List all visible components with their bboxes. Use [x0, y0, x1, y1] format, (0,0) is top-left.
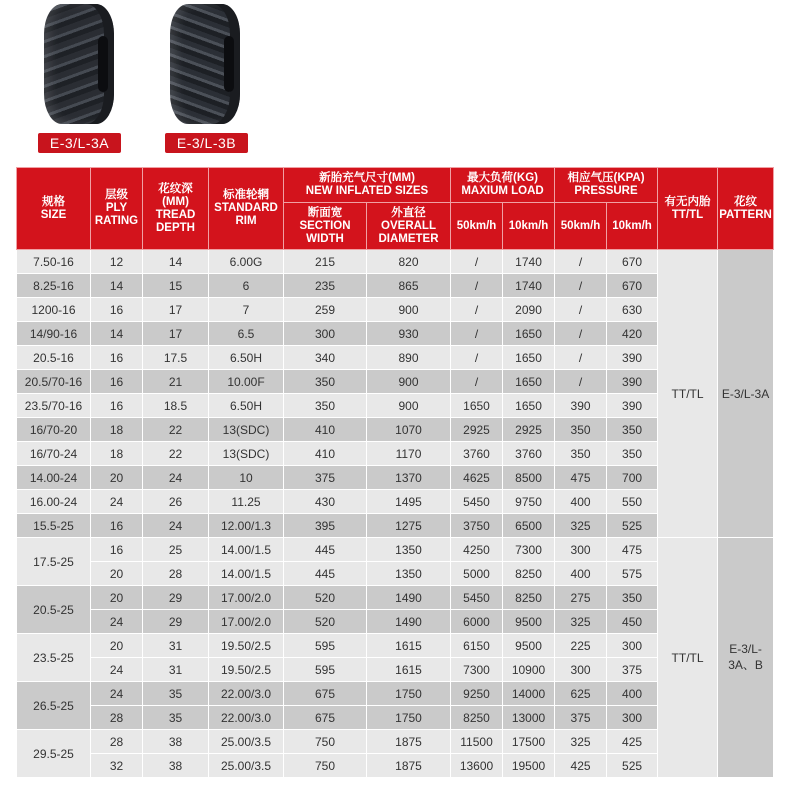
size-cell: 26.5-25 [17, 682, 91, 730]
tread-cell: 24 [143, 466, 209, 490]
press50-cell: 475 [555, 466, 607, 490]
press50-cell: 225 [555, 634, 607, 658]
tread-cell: 24 [143, 514, 209, 538]
overall-cell: 1875 [367, 754, 451, 778]
load50-cell: 3750 [451, 514, 503, 538]
rim-cell: 6.50H [209, 346, 284, 370]
press50-cell: 350 [555, 442, 607, 466]
rim-cell: 14.00/1.5 [209, 562, 284, 586]
tread-cell: 17 [143, 298, 209, 322]
tire-e3-l3b-image [170, 4, 240, 124]
rim-cell: 6 [209, 274, 284, 298]
rim-cell: 25.00/3.5 [209, 754, 284, 778]
overall-cell: 900 [367, 394, 451, 418]
load50-cell: 2925 [451, 418, 503, 442]
overall-cell: 1750 [367, 706, 451, 730]
section-cell: 340 [284, 346, 367, 370]
tread-cell: 31 [143, 658, 209, 682]
header-max-load: 最大负荷(KG) MAXIUM LOAD [451, 168, 555, 203]
header-pattern: 花纹 PATTERN [718, 168, 774, 250]
overall-cell: 1490 [367, 586, 451, 610]
press50-cell: 350 [555, 418, 607, 442]
tread-cell: 15 [143, 274, 209, 298]
ply-cell: 16 [91, 370, 143, 394]
tread-cell: 22 [143, 418, 209, 442]
size-cell: 23.5/70-16 [17, 394, 91, 418]
tread-cell: 35 [143, 682, 209, 706]
ply-cell: 16 [91, 514, 143, 538]
load50-cell: 8250 [451, 706, 503, 730]
press50-cell: 425 [555, 754, 607, 778]
rim-cell: 7 [209, 298, 284, 322]
product-label-e3-l3b: E-3/L-3B [165, 133, 248, 153]
rim-cell: 14.00/1.5 [209, 538, 284, 562]
load10-cell: 9500 [503, 634, 555, 658]
load10-cell: 1650 [503, 394, 555, 418]
section-cell: 675 [284, 682, 367, 706]
tread-cell: 35 [143, 706, 209, 730]
ply-cell: 14 [91, 322, 143, 346]
ply-cell: 16 [91, 538, 143, 562]
table-body [17, 250, 774, 778]
section-cell: 520 [284, 610, 367, 634]
size-cell: 16.00-24 [17, 490, 91, 514]
tread-cell: 17 [143, 322, 209, 346]
tread-cell: 17.5 [143, 346, 209, 370]
press50-cell: 625 [555, 682, 607, 706]
size-cell: 7.50-16 [17, 250, 91, 274]
tttl-cell: TT/TL [658, 250, 718, 538]
section-cell: 215 [284, 250, 367, 274]
section-cell: 410 [284, 418, 367, 442]
load10-cell: 13000 [503, 706, 555, 730]
section-cell: 300 [284, 322, 367, 346]
tread-cell: 38 [143, 754, 209, 778]
ply-cell: 20 [91, 634, 143, 658]
size-cell: 15.5-25 [17, 514, 91, 538]
table-header [17, 168, 774, 250]
press50-cell: / [555, 298, 607, 322]
tread-cell: 14 [143, 250, 209, 274]
press10-cell: 300 [607, 706, 658, 730]
rim-cell: 11.25 [209, 490, 284, 514]
press10-cell: 670 [607, 250, 658, 274]
press10-cell: 575 [607, 562, 658, 586]
section-cell: 410 [284, 442, 367, 466]
header-pressure: 相应气压(KPA) PRESSURE [555, 168, 658, 203]
header-inflated-sizes: 新胎充气尺寸(MM) NEW INFLATED SIZES [284, 168, 451, 203]
load50-cell: 4250 [451, 538, 503, 562]
overall-cell: 1875 [367, 730, 451, 754]
load50-cell: / [451, 250, 503, 274]
overall-cell: 1750 [367, 682, 451, 706]
load10-cell: 1650 [503, 370, 555, 394]
rim-cell: 13(SDC) [209, 442, 284, 466]
section-cell: 395 [284, 514, 367, 538]
press50-cell: 375 [555, 706, 607, 730]
load50-cell: 4625 [451, 466, 503, 490]
press10-cell: 300 [607, 634, 658, 658]
section-cell: 445 [284, 562, 367, 586]
section-cell: 350 [284, 394, 367, 418]
section-cell: 595 [284, 634, 367, 658]
rim-cell: 6.5 [209, 322, 284, 346]
load50-cell: 5450 [451, 586, 503, 610]
size-cell: 29.5-25 [17, 730, 91, 778]
ply-cell: 28 [91, 730, 143, 754]
overall-cell: 1350 [367, 538, 451, 562]
press10-cell: 350 [607, 418, 658, 442]
overall-cell: 1615 [367, 658, 451, 682]
size-cell: 16/70-20 [17, 418, 91, 442]
ply-cell: 20 [91, 562, 143, 586]
section-cell: 350 [284, 370, 367, 394]
product-label-e3-l3a: E-3/L-3A [38, 133, 121, 153]
rim-cell: 22.00/3.0 [209, 682, 284, 706]
tread-cell: 22 [143, 442, 209, 466]
press10-cell: 525 [607, 514, 658, 538]
press10-cell: 525 [607, 754, 658, 778]
rim-cell: 6.50H [209, 394, 284, 418]
press50-cell: / [555, 346, 607, 370]
press10-cell: 450 [607, 610, 658, 634]
press10-cell: 350 [607, 442, 658, 466]
section-cell: 595 [284, 658, 367, 682]
overall-cell: 820 [367, 250, 451, 274]
section-cell: 430 [284, 490, 367, 514]
ply-cell: 16 [91, 394, 143, 418]
load50-cell: 1650 [451, 394, 503, 418]
rim-cell: 25.00/3.5 [209, 730, 284, 754]
load50-cell: 5000 [451, 562, 503, 586]
load50-cell: 13600 [451, 754, 503, 778]
press50-cell: 300 [555, 538, 607, 562]
load10-cell: 10900 [503, 658, 555, 682]
load10-cell: 8250 [503, 562, 555, 586]
ply-cell: 18 [91, 442, 143, 466]
overall-cell: 1275 [367, 514, 451, 538]
overall-cell: 1495 [367, 490, 451, 514]
section-cell: 675 [284, 706, 367, 730]
ply-cell: 28 [91, 706, 143, 730]
size-cell: 20.5-16 [17, 346, 91, 370]
header-load-10: 10km/h [503, 203, 555, 250]
table-row [17, 250, 774, 274]
size-cell: 17.5-25 [17, 538, 91, 586]
load10-cell: 8250 [503, 586, 555, 610]
overall-cell: 1170 [367, 442, 451, 466]
rim-cell: 17.00/2.0 [209, 586, 284, 610]
rim-cell: 10 [209, 466, 284, 490]
rim-cell: 22.00/3.0 [209, 706, 284, 730]
press10-cell: 390 [607, 346, 658, 370]
section-cell: 445 [284, 538, 367, 562]
overall-cell: 930 [367, 322, 451, 346]
ply-cell: 20 [91, 466, 143, 490]
ply-cell: 18 [91, 418, 143, 442]
rim-cell: 19.50/2.5 [209, 634, 284, 658]
ply-cell: 24 [91, 490, 143, 514]
tread-cell: 29 [143, 586, 209, 610]
press50-cell: / [555, 250, 607, 274]
size-cell: 20.5/70-16 [17, 370, 91, 394]
ply-cell: 14 [91, 274, 143, 298]
header-ply: 层级 PLY RATING [91, 168, 143, 250]
press50-cell: 325 [555, 610, 607, 634]
load50-cell: 7300 [451, 658, 503, 682]
load50-cell: 6150 [451, 634, 503, 658]
load50-cell: 3760 [451, 442, 503, 466]
press50-cell: 325 [555, 514, 607, 538]
ply-cell: 32 [91, 754, 143, 778]
tttl-cell: TT/TL [658, 538, 718, 778]
press10-cell: 700 [607, 466, 658, 490]
press50-cell: 400 [555, 562, 607, 586]
section-cell: 235 [284, 274, 367, 298]
size-cell: 8.25-16 [17, 274, 91, 298]
header-pressure-50: 50km/h [555, 203, 607, 250]
header-section-width: 断面宽 SECTION WIDTH [284, 203, 367, 250]
press10-cell: 420 [607, 322, 658, 346]
press50-cell: / [555, 274, 607, 298]
tire-e3-l3a-image [44, 4, 114, 124]
press10-cell: 390 [607, 394, 658, 418]
load10-cell: 7300 [503, 538, 555, 562]
load10-cell: 6500 [503, 514, 555, 538]
load10-cell: 14000 [503, 682, 555, 706]
press10-cell: 670 [607, 274, 658, 298]
overall-cell: 1070 [367, 418, 451, 442]
rim-cell: 13(SDC) [209, 418, 284, 442]
rim-cell: 19.50/2.5 [209, 658, 284, 682]
section-cell: 375 [284, 466, 367, 490]
tread-cell: 38 [143, 730, 209, 754]
load10-cell: 3760 [503, 442, 555, 466]
press10-cell: 390 [607, 370, 658, 394]
section-cell: 520 [284, 586, 367, 610]
size-cell: 23.5-25 [17, 634, 91, 682]
load10-cell: 9500 [503, 610, 555, 634]
section-cell: 750 [284, 730, 367, 754]
header-load-50: 50km/h [451, 203, 503, 250]
press10-cell: 550 [607, 490, 658, 514]
tread-cell: 25 [143, 538, 209, 562]
size-cell: 1200-16 [17, 298, 91, 322]
ply-cell: 16 [91, 346, 143, 370]
pattern-cell: E-3/L-3A [718, 250, 774, 538]
header-rim: 标准轮辋 STANDARD RIM [209, 168, 284, 250]
ply-cell: 24 [91, 610, 143, 634]
press10-cell: 400 [607, 682, 658, 706]
overall-cell: 1615 [367, 634, 451, 658]
press50-cell: 300 [555, 658, 607, 682]
press10-cell: 350 [607, 586, 658, 610]
size-cell: 14.00-24 [17, 466, 91, 490]
header-tread: 花纹深 (MM) TREAD DEPTH [143, 168, 209, 250]
tire-spec-table [16, 167, 774, 778]
press50-cell: 275 [555, 586, 607, 610]
press10-cell: 475 [607, 538, 658, 562]
load10-cell: 1650 [503, 322, 555, 346]
rim-cell: 6.00G [209, 250, 284, 274]
load50-cell: 6000 [451, 610, 503, 634]
load10-cell: 1650 [503, 346, 555, 370]
press50-cell: / [555, 370, 607, 394]
load50-cell: 11500 [451, 730, 503, 754]
ply-cell: 24 [91, 658, 143, 682]
press10-cell: 425 [607, 730, 658, 754]
load10-cell: 19500 [503, 754, 555, 778]
press50-cell: 390 [555, 394, 607, 418]
header-size: 规格 SIZE [17, 168, 91, 250]
size-cell: 20.5-25 [17, 586, 91, 634]
rim-cell: 10.00F [209, 370, 284, 394]
header-overall-diameter: 外直径 OVERALL DIAMETER [367, 203, 451, 250]
press50-cell: 325 [555, 730, 607, 754]
load50-cell: / [451, 274, 503, 298]
tread-cell: 29 [143, 610, 209, 634]
rim-cell: 12.00/1.3 [209, 514, 284, 538]
tread-cell: 31 [143, 634, 209, 658]
table-row [17, 538, 774, 562]
tread-cell: 26 [143, 490, 209, 514]
size-cell: 16/70-24 [17, 442, 91, 466]
ply-cell: 24 [91, 682, 143, 706]
pattern-cell: E-3/L-3A、B [718, 538, 774, 778]
press10-cell: 630 [607, 298, 658, 322]
load50-cell: / [451, 322, 503, 346]
press10-cell: 375 [607, 658, 658, 682]
load50-cell: / [451, 370, 503, 394]
ply-cell: 20 [91, 586, 143, 610]
product-images [0, 0, 789, 160]
load50-cell: 5450 [451, 490, 503, 514]
load10-cell: 1740 [503, 250, 555, 274]
load50-cell: 9250 [451, 682, 503, 706]
header-pressure-10: 10km/h [607, 203, 658, 250]
load10-cell: 2925 [503, 418, 555, 442]
ply-cell: 16 [91, 298, 143, 322]
section-cell: 259 [284, 298, 367, 322]
tread-cell: 18.5 [143, 394, 209, 418]
overall-cell: 900 [367, 298, 451, 322]
overall-cell: 1490 [367, 610, 451, 634]
overall-cell: 1350 [367, 562, 451, 586]
load50-cell: / [451, 298, 503, 322]
section-cell: 750 [284, 754, 367, 778]
tread-cell: 28 [143, 562, 209, 586]
overall-cell: 900 [367, 370, 451, 394]
overall-cell: 1370 [367, 466, 451, 490]
load10-cell: 2090 [503, 298, 555, 322]
press50-cell: 400 [555, 490, 607, 514]
load10-cell: 17500 [503, 730, 555, 754]
rim-cell: 17.00/2.0 [209, 610, 284, 634]
ply-cell: 12 [91, 250, 143, 274]
overall-cell: 890 [367, 346, 451, 370]
header-tttl: 有无内胎 TT/TL [658, 168, 718, 250]
tread-cell: 21 [143, 370, 209, 394]
load10-cell: 1740 [503, 274, 555, 298]
load10-cell: 9750 [503, 490, 555, 514]
press50-cell: / [555, 322, 607, 346]
overall-cell: 865 [367, 274, 451, 298]
size-cell: 14/90-16 [17, 322, 91, 346]
load10-cell: 8500 [503, 466, 555, 490]
load50-cell: / [451, 346, 503, 370]
